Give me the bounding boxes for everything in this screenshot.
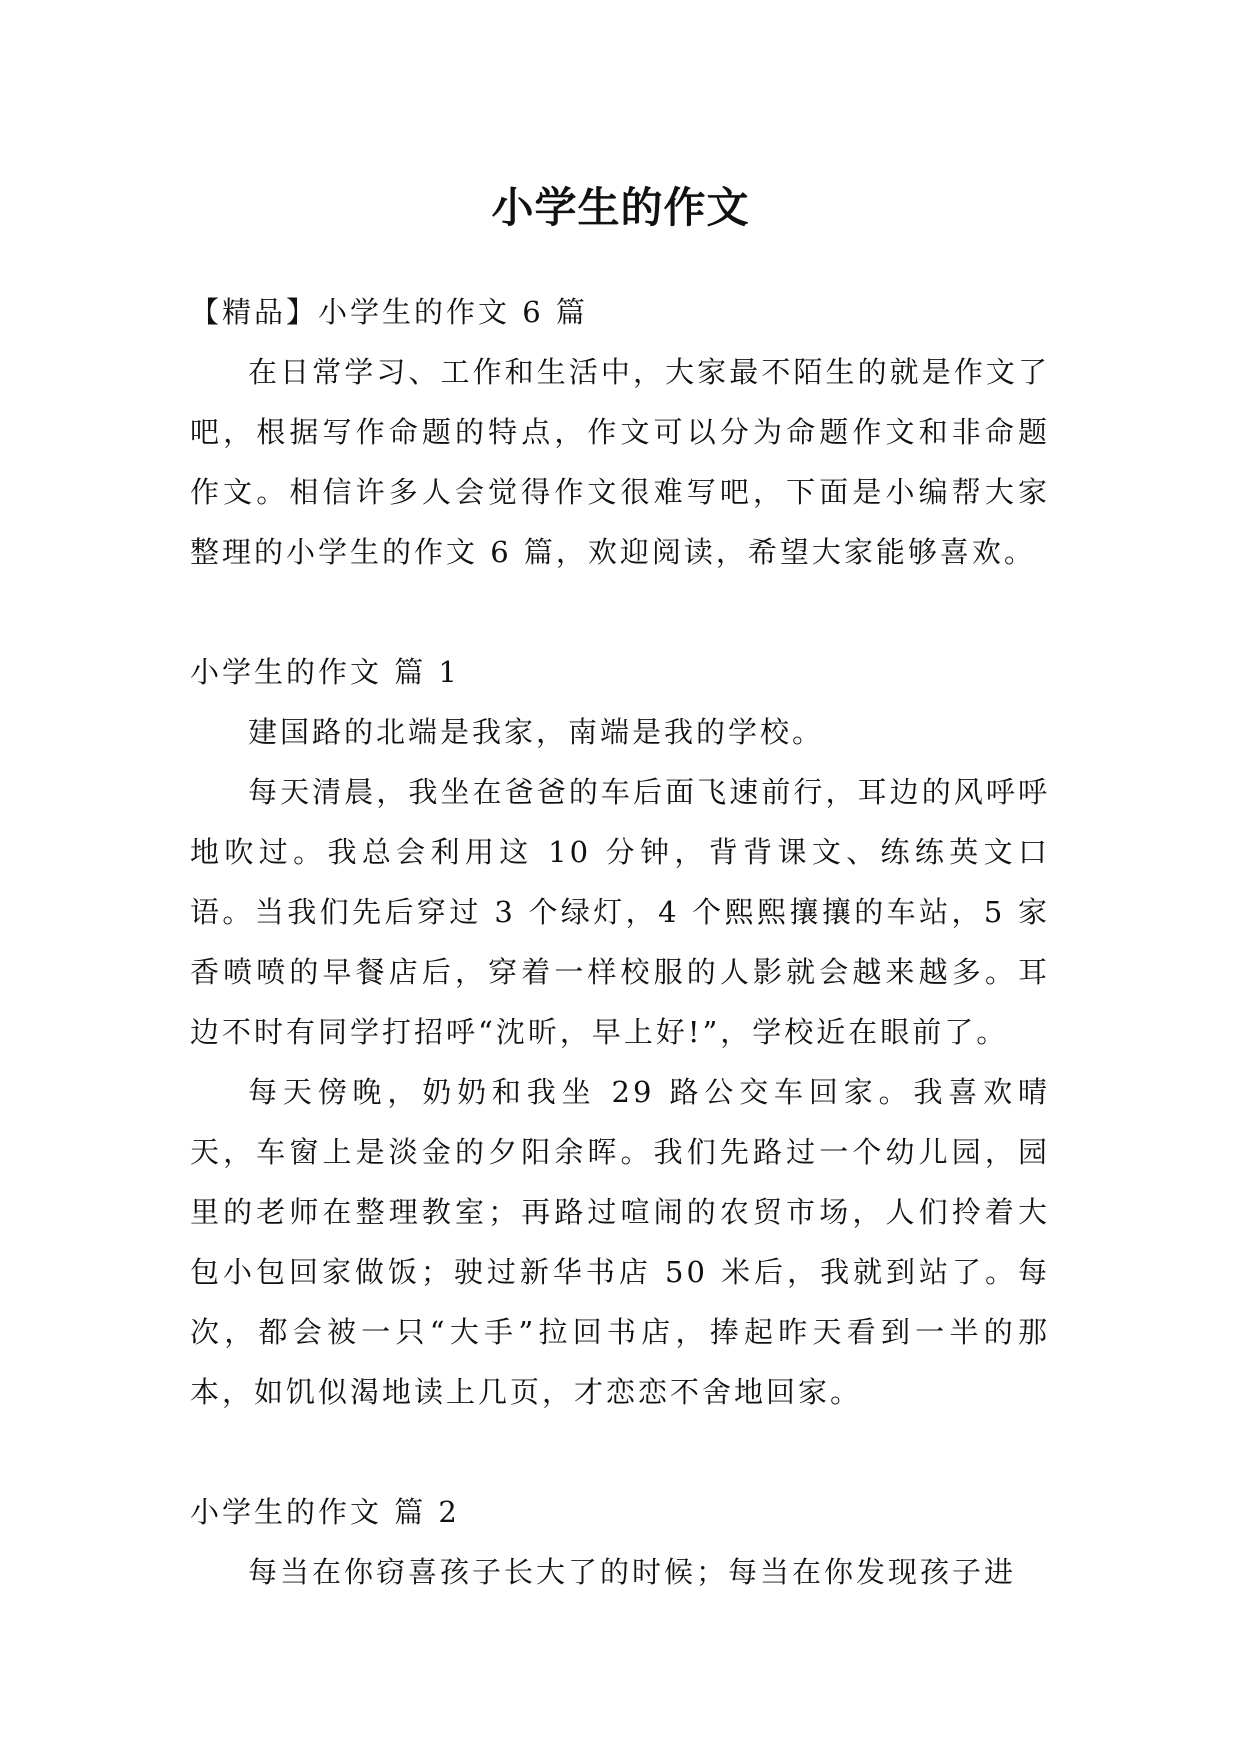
section-heading: 小学生的作文 篇 2 xyxy=(190,1495,460,1529)
section-paragraph: 每天傍晚，奶奶和我坐 29 路公交车回家。我喜欢晴天，车窗上是淡金的夕阳余晖。我们先路过一个幼儿园，园里的老师在整理教室；再路过喧闹的农贸市场，人们拎着大包小包回家做饭；驶过新华书店 50 米后，我就到站了。每次，都会被一只“大手”拉回书店，捧起昨天看到一半的那本，如饥似渴地读上几页，才恋恋不舍地回家。 xyxy=(190,1075,1050,1409)
page-title: 小学生的作文 xyxy=(491,183,750,233)
intro-paragraph: 在日常学习、工作和生活中，大家最不陌生的就是作文了吧，根据写作命题的特点，作文可以分为命题作文和非命题作文。相信许多人会觉得作文很难写吧，下面是小编帮大家整理的小学生的作文 6 篇，欢迎阅读，希望大家能够喜欢。 xyxy=(190,355,1050,569)
section-paragraph: 建国路的北端是我家，南端是我的学校。 xyxy=(248,715,825,749)
section-spacer xyxy=(190,1422,1050,1482)
section-paragraph: 每天清晨，我坐在爸爸的车后面飞速前行，耳边的风呼呼地吹过。我总会利用这 10 分钟，背背课文、练练英文口语。当我们先后穿过 3 个绿灯，4 个熙熙攘攘的车站，5 家香喷喷的早餐店后，穿着一样校服的人影就会越来越多。耳边不时有同学打招呼“沈昕，早上好!”，学校近在眼前了。 xyxy=(190,775,1050,1049)
essay-section-2 xyxy=(190,1482,1050,1602)
document-body xyxy=(190,282,1050,1602)
section-heading: 小学生的作文 篇 1 xyxy=(190,655,460,689)
section-spacer xyxy=(190,582,1050,642)
document-subtitle: 【精品】小学生的作文 6 篇 xyxy=(190,295,588,329)
essay-section-1 xyxy=(190,642,1050,1422)
section-paragraph: 每当在你窃喜孩子长大了的时候；每当在你发现孩子进 xyxy=(248,1555,1017,1589)
